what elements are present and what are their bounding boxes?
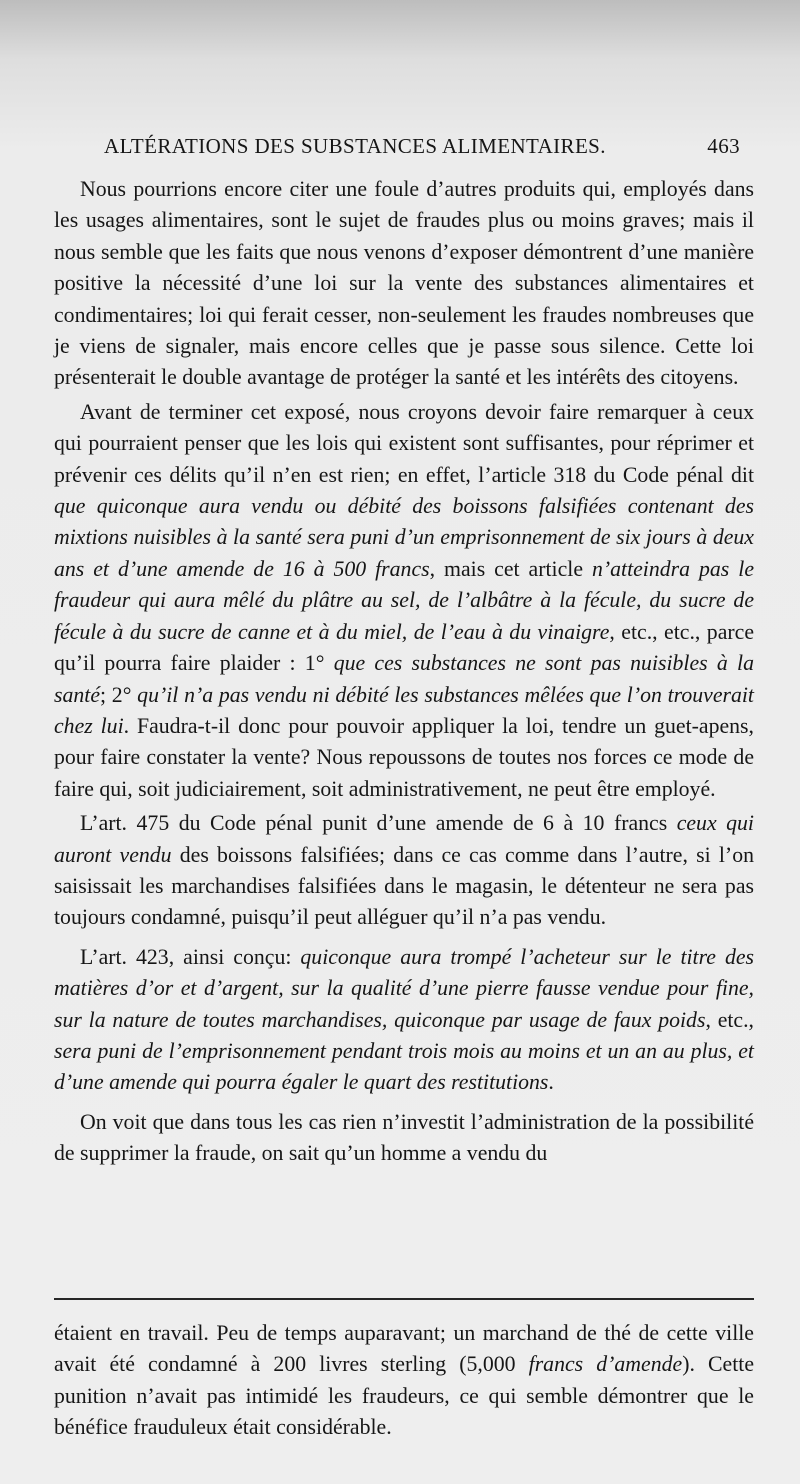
running-title: ALTÉRATIONS DES SUBSTANCES ALIMENTAIRES.	[104, 134, 606, 158]
text-run: . Faudra-t-il donc pour pouvoir appliquer la loi, tendre un guet-apens, pour faire constater la vente? Nous repoussons de toutes nos forces ce mode de faire qui, soit judiciairement, soit administrativement, ne peut être employé.	[54, 713, 754, 801]
text-run: L’art. 423, ainsi conçu:	[80, 944, 301, 969]
text-run: Avant de terminer cet exposé, nous croyons devoir faire remarquer à ceux qui pourraient penser que les lois qui existent sont suffisantes, pour réprimer et prévenir ces délits qu’il n’en est rien; en effet, l’article 318 du Code pénal dit	[54, 399, 754, 487]
text-run: On voit que dans tous les cas rien n’investit l’administration de la possibilité de supprimer la fraude, on sait qu’un homme a vendu du	[54, 1109, 754, 1166]
italic-quote: que quiconque aura vendu ou débité des boissons falsifiées contenant des mixtions nuisibles à la santé sera puni d’un emprisonnement de six jours à deux ans et d’une amende de 16 à 500 francs	[54, 494, 754, 581]
page-number: 463	[707, 134, 740, 158]
footnote	[54, 1318, 754, 1444]
text-run: .	[548, 1070, 554, 1095]
paragraph-5	[54, 1107, 754, 1170]
text-run: Nous pourrions encore citer une foule d’autres produits qui, employés dans les usages alimentaires, sont le sujet de fraudes plus ou moins graves; mais il nous semble que les faits que nous venons d’exposer démontrent d’une manière positive la nécessité d’une loi sur la vente des substances alimentaires et condimentaires; loi qui ferait cesser, non-seulement les fraudes nombreuses que je viens de signaler, mais encore celles que je passe sous silence. Cette loi présenterait le double avantage de protéger la santé et les intérêts des citoyens.	[54, 177, 754, 390]
text-run: , etc., etc., parce qu’il pourra faire plaider : 1°	[54, 619, 754, 676]
text-run: des boissons falsifiées; dans ce cas comme dans l’autre, si l’on saisissait les marchandises falsifiées dans le magasin, le détenteur ne sera pas toujours condamné, puisqu’il peut alléguer qu’il n’a pas vendu.	[54, 842, 754, 930]
italic-quote: qu’il n’a pas vendu ni débité les substances mêlées que l’on trouverait chez lui	[54, 682, 754, 738]
italic-quote: n’atteindra pas le fraudeur qui aura mêlé du plâtre au sel, de l’albâtre à la fécule, du sucre de fécule à du sucre de canne et à du miel, de l’eau à du vinaigre	[54, 556, 754, 644]
paragraph-2	[54, 397, 754, 805]
text-run: ; 2°	[100, 682, 138, 707]
page-header	[104, 130, 740, 162]
paragraph-1	[54, 174, 754, 394]
paragraph-3	[54, 808, 754, 934]
italic-quote: quiconque aura trompé l’acheteur sur le titre des matières d’or et d’argent, sur la qualité d’une pierre fausse vendue pour fine, sur la nature de toutes marchandises, quiconque par usage de faux poids	[54, 944, 755, 1032]
text-run: L’art. 475 du Code pénal punit d’une amende de 6 à 10 francs	[80, 811, 677, 836]
italic-quote: que ces substances ne sont pas nuisibles à la santé	[54, 651, 755, 707]
italic-quote: ceux qui auront vendu	[54, 811, 754, 867]
footnote-text	[54, 1318, 754, 1444]
italic-quote: sera puni de l’emprisonnement pendant trois mois au moins et un an au plus, et d’une amende qui pourra égaler le quart des restitutions	[54, 1038, 754, 1095]
main-text	[54, 174, 754, 1170]
footnote-separator	[54, 1298, 754, 1300]
text-run: étaient en travail. Peu de temps auparavant; un marchand de thé de cette ville avait été condamné à 200 livres sterling (5,000	[54, 1321, 754, 1377]
italic-quote: francs d’amende	[528, 1352, 683, 1377]
text-run: , etc.,	[705, 1007, 754, 1032]
text-run: , mais cet article	[429, 556, 592, 581]
paragraph-4	[54, 942, 754, 1099]
text-run: ). Cette punition n’avait pas intimidé les fraudeurs, ce qui semble démontrer que le bénéfice frauduleux était considérable.	[54, 1352, 754, 1440]
